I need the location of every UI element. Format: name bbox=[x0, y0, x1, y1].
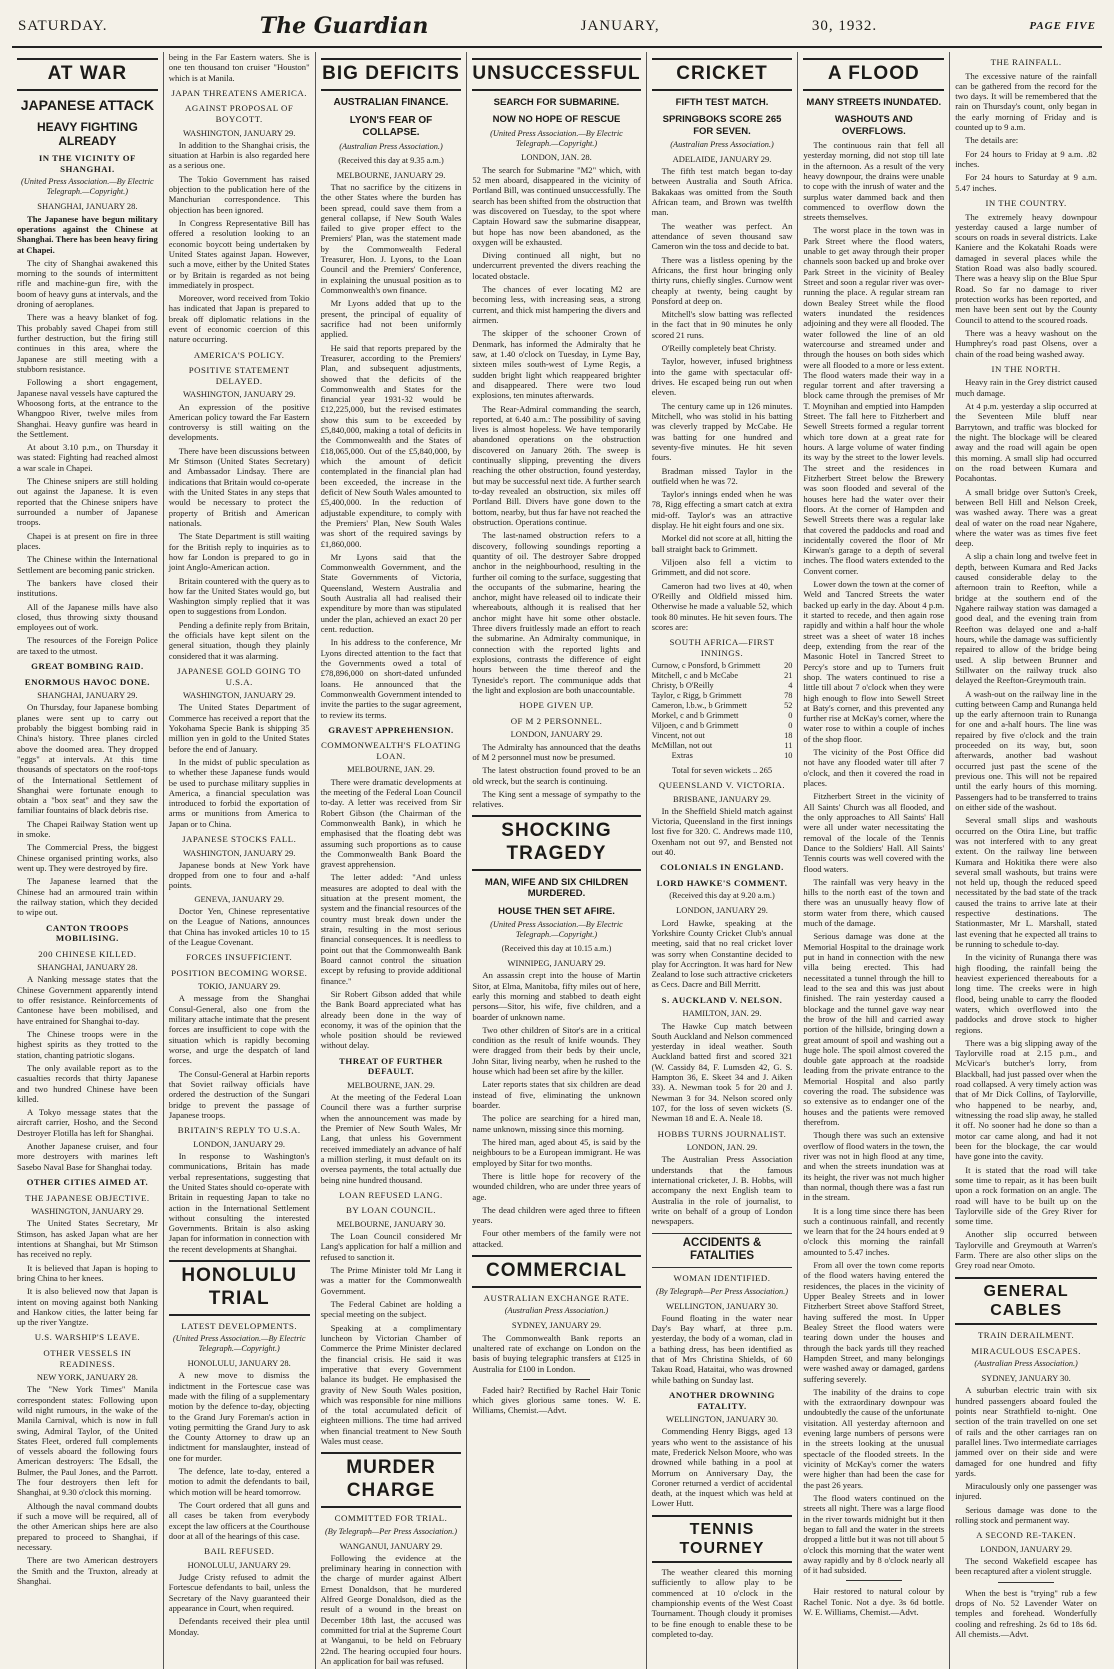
subhead: HEAVY FIGHTING ALREADY bbox=[36, 119, 138, 148]
paragraph: Although the naval command doubts if such a move will be required, all of the other American ships here are also prepared to proceed to Shanghai, if necessary. bbox=[17, 1500, 158, 1552]
dateline: WASHINGTON, JANUARY 29. bbox=[182, 389, 296, 400]
paragraph: For 24 hours to Saturday at 9 a.m. 5.47 inches. bbox=[955, 172, 1097, 193]
divider bbox=[846, 1580, 902, 1581]
paragraph: Doctor Yen, Chinese representative on the League of Nations, announces that China has invoked articles 10 to 15 of the League Covenant. bbox=[168, 905, 310, 947]
section-head: COLONIALS IN ENGLAND. bbox=[660, 862, 784, 873]
credit-line: (Received this day at 9.35 a.m.) bbox=[338, 155, 444, 165]
paragraph: That no sacrifice by the citizens in the other States where the burden has been spread, could save them from a general collapse, if New South Wales failed to give proper effect to the Premiers' Plan, was the statement made by the Commonwealth Federal Treasurer, Hon. J. Lyons, to the Loan Council and the Premiers' Conference, in explaining the unusual position as to Commonwealth's own finance. bbox=[320, 181, 462, 296]
paragraph: A slip a chain long and twelve feet in depth, between Kumara and Red Jacks caused considerable delay to the afternoon train to Reefton, while a bridge at the southern end of the Ngahere railway station was damaged a good deal, and the evening train from Reefton was delayed one and a-half hours, while the damage was sufficiently repaired to allow of the bridge being used. A slip between Brunner and Stillwater on the railway truck also delayed the Reefton-Greymouth train. bbox=[955, 551, 1097, 686]
paragraph: Though there was such an extensive overflow of flood waters in the town, the river was not in high flood at any time, and when the streets inundation was at its height, the river was not much higher than normal, though there was a fast run in the stream. bbox=[803, 1130, 945, 1203]
column-7 bbox=[950, 52, 1102, 1669]
paragraph: The details are: bbox=[965, 135, 1019, 146]
paragraph: Moreover, word received from Tokio has indicated that Japan is prepared to break off diplomatic relations in the event of economic coercion of this nature occurring. bbox=[168, 293, 310, 345]
paragraph: The Court ordered that all guns and all cases be taken from everybody except the law officers at the Courthouse door at all of the hearings of this case. bbox=[168, 1500, 310, 1541]
section-head: SOUTH AFRICA—FIRST INNINGS. bbox=[669, 637, 775, 658]
paragraph: A suburban electric train with six hundred passengers aboard fouled the points near Strathfield to-night. One section of the train travelled on one set of rails and the other carriages ran on parallel lines. Two intermediate carriages jammed over on their side and were damaged for one hundred and fifty yards. bbox=[955, 1385, 1097, 1478]
paragraph: In addition to the Shanghai crisis, the situation at Harbin is also regarded here as a serious one. bbox=[168, 139, 310, 171]
masthead-day: SATURDAY. bbox=[18, 17, 108, 34]
paragraph: He said that reports prepared by the Treasurer, according to the Premiers' Plan, and subsequent adjustments, showed that the deficits of the Commonwealth and States for the financial year 1931-32 would be £12,225,000, but the revised estimates show this sum to be exceeded by £5,840,000, making a total of deficits in the Commonwealth and the States of £18,065,000. Out of the £5,840,000, by which the amount of deficit contemplated in the financial plan had been exceeded, the increase in the deficit of New South Wales amounted to £5,400,000. In the reduction of adjustable expenditure, to comply with the Premiers' Plan, New South Wales was short of the required savings by £1,860,000. bbox=[320, 342, 462, 549]
dateline: WASHINGTON, JANUARY 29. bbox=[182, 690, 296, 701]
headline-at-war: AT WAR bbox=[17, 58, 158, 91]
paragraph: There have been discussions between Mr Stimson (United States Secretary) and Ambassador Lindsay. There are indications that Britain would co-operate with the United States in any steps that would be necessary to protect the property of British and American nationals. bbox=[168, 445, 310, 528]
batsman: Morkel, c and b Grimmett bbox=[651, 711, 739, 721]
masthead-date: 30, 1932. bbox=[811, 17, 878, 34]
table-row bbox=[652, 751, 793, 761]
section-head: S. AUCKLAND V. NELSON. bbox=[661, 994, 783, 1005]
paragraph: Defendants received their plea until Monday. bbox=[168, 1616, 310, 1637]
advertisement: When the best is "trying" rub a few drops of No. 52 Lavender Water on temples and forehead. Wonderfully cooling and refreshing. 2s 6d to 18s 6d. All chemists.—Advt. bbox=[955, 1587, 1097, 1639]
paragraph: There was a heavy blanket of fog. This probably saved Chapei from still further destruction, but the firing still continues in this area, where the Japanese are still meeting with a stubborn resistance. bbox=[17, 312, 158, 374]
paragraph: In the vicinity of Runanga there was high flooding, the rainfall being the heaviest experienced thereabouts for a long time. The creeks were in high flood, being unable to carry the flooded waters, which overflowed into the paddocks and drove stock to higher regions. bbox=[955, 952, 1097, 1035]
paragraph: The dead children were aged three to fifteen years. bbox=[472, 1204, 641, 1226]
paragraph: Commending Henry Biggs, aged 13 years who went to the assistance of his mate, Frederick Nelson Moore, who was drowned while bathing in a pool at Morrum on Anniversary Day, the Coroner returned a verdict of accidental death, at the inquest which was held at Lower Hutt. bbox=[651, 1426, 793, 1509]
credit-line: (Received this day at 10.15 a.m.) bbox=[501, 944, 612, 954]
batsman: Curnow, c Ponsford, b Grimmett bbox=[651, 661, 761, 671]
paragraph: A wash-out on the railway line in the cutting between Camp and Runanga held up the early afternoon train to Runanga for one and a-half hours. The line was repaired by five o'clock and the train proceeded on its way, but, soon afterwards, another bad washout occurred just past the scene of the previous one. This will not be repaired until the early hours of this morning. Passengers had to be transferred to trains on either side of the washout. bbox=[955, 688, 1097, 812]
paragraph: There was a big slipping away of the Taylorville road at 2.15 p.m., and McVicar's butcher's lorry, from Blackball, had just passed over when the road collapsed. A very timely action was that of Mr Dick Collins, of Taylorville, who happened to be nearby, and, witnessing the road slip away, he stalled it off. No sooner had he done so than a motor car came along, and had it not been for the blockage, the car would have gone into the cavity. bbox=[955, 1037, 1097, 1162]
dateline: SHANGHAI, JANUARY 28. bbox=[37, 201, 138, 212]
paragraph: The only available report as to the casualties records that thirty Japanese and two hundred Chinese have been killed. bbox=[17, 1062, 158, 1104]
credit-line: (United Press Association.—By Electric Telegraph.—Copyright.) bbox=[490, 920, 623, 940]
headline-a-flood: A FLOOD bbox=[803, 58, 944, 91]
section-head: ENORMOUS HAVOC DONE. bbox=[24, 676, 151, 687]
paragraph: The inability of the drains to cope with the extraordinary downpour was undoubtedly the cause of the unfortunate visitation. All yesterday afternoon and evening large numbers of persons were in the streets looking at the unusual spectacle of the flooded streets. In the vicinity of McKay's corner the waters were higher than had been the case for the past 26 years. bbox=[803, 1386, 945, 1490]
paragraph: At the meeting of the Federal Loan Council there was a further surprise when the announcement was made by the Premier of New South Wales, Mr Lang, that unless his Government received immediately an advance of half a million sterling, it must default on its oversea payments, the total actually due being nine hundred thousand. bbox=[320, 1092, 462, 1185]
subhead: LYON'S FEAR OF COLLAPSE. bbox=[349, 114, 433, 138]
paragraph: Mr Lyons added that up to the present, the principal of equality of sacrifice had not been uniformly applied. bbox=[320, 298, 462, 340]
paragraph: In the midst of public speculation as to whether these Japanese funds would be used to purchase military supplies in America, a financial speculation was introduced to forbid the exportation of arms or munitions from America to Japan or to China. bbox=[168, 756, 310, 829]
section-head: COMMONWEALTH'S FLOATING LOAN. bbox=[320, 740, 462, 761]
paragraph: The rainfall was very heavy in the hills to the north east of the town and there was an unusually heavy flow of storm water from there, which caused much of the damage. bbox=[803, 876, 945, 929]
credit-line: (Received this day at 9.20 a.m.) bbox=[669, 891, 775, 901]
column-3 bbox=[316, 52, 468, 1669]
table-row bbox=[652, 661, 793, 671]
paragraph: At 4 p.m. yesterday a slip occurred at the Seventeen Mile bluff near Barrytown, and traffic was blocked for the night. The blockage will be cleared away and the road will again be open this morning. A small slip had occurred on the road between Kumara and Pocahontas. bbox=[955, 401, 1097, 484]
dateline: LONDON, JANUARY 29. bbox=[510, 729, 603, 740]
paragraph: The United States Secretary, Mr Stimson, has asked Japan what are her intentions at Shanghai, but Mr Stimson has received no reply. bbox=[17, 1218, 158, 1260]
paragraph: There were dramatic developments at the meeting of the Federal Loan Council to-day. A letter was received from Sir Robert Gibson (the Chairman of the Commonwealth Bank), in which he emphasised that the floating debt was assuming such proportions as to cause the Commonwealth Bank Board the gravest apprehension. bbox=[320, 776, 462, 870]
paragraph: The excessive nature of the rainfall can be gathered from the record for the two days. It will be remembered that the rain on Thursday's count, only began in the early morning of Friday and is counted up to 9 a.m. bbox=[955, 70, 1097, 133]
paragraph: The hired man, aged about 45, is said by the neighbours to be a European immigrant. He was employed by Sitar for two months. bbox=[472, 1136, 641, 1168]
credit-line: (By Telegraph—Per Press Association.) bbox=[324, 1526, 457, 1536]
section-head: LORD HAWKE'S COMMENT. bbox=[656, 877, 788, 888]
runs: 21 bbox=[784, 671, 793, 681]
section-head: QUEENSLAND V. VICTORIA. bbox=[658, 780, 786, 791]
paragraph: The Japanese learned that the Chinese had an armoured train within the railway station, which they decided to wipe out. bbox=[17, 876, 158, 918]
dateline: WELLINGTON, JANUARY 30. bbox=[666, 1300, 778, 1311]
headline-general-cables: GENERAL CABLES bbox=[955, 1277, 1097, 1325]
dateline: GENEVA, JANUARY 29. bbox=[194, 893, 285, 904]
paragraph: The extremely heavy downpour yesterday caused a large number of scours on roads in several districts. Lake Kaniere and the Kokatahi Roads were damaged in several places while the Station Road was also badly scoured. There was a heavy slip on the Blue Spur Road. So far no damage to river protection works has been reported, and men have been sent out by the County Council to attend to the scoured roads. bbox=[955, 211, 1097, 325]
dateline: WASHINGTON, JANUARY 29. bbox=[182, 127, 296, 138]
columns bbox=[12, 52, 1102, 1666]
paragraph: The weather cleared this morning sufficiently to allow play to be commenced at 10 o'clock in the championship events of the West Coast Tournament. Though cloudy it promises to be fine enough to enable these to be completed to-day. bbox=[651, 1567, 793, 1640]
section-head: POSITION BECOMING WORSE. bbox=[171, 967, 308, 978]
dateline: HAMILTON, JAN. 29. bbox=[682, 1008, 762, 1019]
paragraph: The century came up in 126 minutes. Mitchell, who was stolid in his batting was cleverly trapped by McCabe. He was batting for one hundred and seventy-five minutes. He hit seven fours. bbox=[651, 400, 793, 463]
table-row bbox=[652, 721, 793, 731]
dateline: LONDON, JANUARY 29. bbox=[193, 1138, 286, 1149]
credit-line: (Australian Press Association.) bbox=[670, 139, 774, 149]
table-row bbox=[652, 741, 793, 751]
paragraph: The letter added: "And unless measures are adopted to deal with the situation at the present moment, the system and the financial resources of the country must break down under the strain, resulting in the most serious financial consequences. It is needless to point out that the Commonwealth Bank Board cannot control the situation except by refusing to provide additional finance." bbox=[320, 872, 462, 986]
headline-tennis-tourney: TENNIS TOURNEY bbox=[652, 1515, 793, 1563]
divider bbox=[523, 1379, 590, 1380]
runs: 11 bbox=[784, 740, 793, 750]
paragraph: There is little hope for recovery of the wounded children, who are under three years of age. bbox=[472, 1170, 641, 1202]
paragraph: Another slip occurred between Taylorville and Greymouth at Warren's Farm. There are also other slips on the Grey road near Omoto. bbox=[955, 1229, 1097, 1271]
paragraph: Viljoen also fell a victim to Grimmett, and did not score. bbox=[651, 557, 793, 578]
dateline: MELBOURNE, JANUARY 30. bbox=[336, 1218, 446, 1229]
advertisement: Hair restored to natural colour by Rachel Tonic. Not a dye. 3s 6d bottle. W. E. Williams, Chemist.—Advt. bbox=[803, 1586, 945, 1618]
paragraph: Mr Lyons said that the Commonwealth Government, and the State Governments of Victoria, Queensland, Western Australia and South Australia all had realised their expenditure by more than was stipulated under the plan, achieved an exact 20 per cent. reduction. bbox=[320, 551, 462, 635]
dateline: MELBOURNE, JAN. 29. bbox=[347, 1079, 435, 1090]
dateline: SYDNEY, JANUARY 30. bbox=[981, 1373, 1071, 1384]
paragraph: The skipper of the schooner Crown of Denmark, has informed the Admiralty that he saw, at 1.40 o'clock on Tuesday, in Lyme Bay, sixteen miles south-west of Lyme Regis, a sudden bright light which reappeared brighter and disappeared. There were two loud explosions, ten minutes afterwards. bbox=[472, 328, 641, 401]
table-row bbox=[652, 711, 793, 721]
paragraph: An expression of the positive American policy toward the Far Eastern controversy is still waiting on the developments. bbox=[168, 401, 310, 443]
paragraph: The worst place in the town was in Park Street where the flood waters, unable to get away through their proper channels soon backed up and broke over Park Street in the vicinity of Bealey Street and soon a regular river was over-running the place. A regular stream ran down Bealey Street while the flood waters inundated the residences adjoining and they were all flooded. The water followed the line of an old watercourse and streamed under and through the houses on both sides which were all flooded to a more or less extent. The flood waters made their way in a regular torrent and after traversing a block came through the premises of Mr T. Moynihan and emptied into Hampden Street. The fall here to Fitzherbert and Sewell Streets formed a regular torrent which tore down at a great rate for hours. A large volume of water finding its way by the street to the lower levels. The street and the residences in Fitzherbert Street below the Brewery was soon flooded and several of the houses here had the water over their floors. At the corner of Hampden and Sewell Streets there was a regular lake that covered the paddocks and road and incidentally covered the floor of Mr Kirwan's garage to a depth of several inches. The flood waters extended to the Convent corner. bbox=[803, 225, 945, 576]
table-row bbox=[652, 681, 793, 691]
table-row bbox=[652, 671, 793, 681]
batsman: Extras bbox=[671, 750, 693, 760]
paragraph: Bradman missed Taylor in the outfield when he was 72. bbox=[651, 465, 793, 486]
paragraph: Found floating in the water near Day's Bay wharf, at three p.m. yesterday, the body of a woman, clad in a bathing dress, has been identified as that of Mrs Christina Shields, of 60 Takau Road, Hataitai, who was drowned while bathing on Sunday last. bbox=[651, 1312, 793, 1385]
dateline: SHANGHAI, JANUARY 29. bbox=[37, 690, 138, 701]
subhead: JAPANESE ATTACK bbox=[20, 96, 155, 113]
headline-shocking-tragedy: SHOCKING TRAGEDY bbox=[472, 815, 640, 871]
section-head: HOPE GIVEN UP. bbox=[519, 700, 594, 711]
paragraph: The weather was perfect. An attendance of seven thousand saw Cameron win the toss and decide to bat. bbox=[651, 220, 793, 252]
paragraph: It is stated that the road will take some time to repair, as it has been built upon a rock formation on an angle. The road will have to be built up on the Taylorville side of the Grey River for some time. bbox=[955, 1164, 1097, 1227]
runs: 10 bbox=[784, 750, 793, 760]
paragraph: It is believed that Japan is hoping to bring China to her knees. bbox=[17, 1262, 158, 1283]
paragraph: The city of Shanghai awakened this morning to the sounds of intermittent rifle and machine-gun fire, with the boom of heavy guns at intervals, and the droning of aeroplanes. bbox=[17, 257, 158, 310]
subhead: HOUSE THEN SET AFIRE. bbox=[498, 905, 615, 917]
runs: 4 bbox=[788, 681, 793, 691]
paragraph: From all over the town come reports of the flood waters having entered the residences, the places in the vicinity of Upper Bealey Streets and in lower Fitzherbert Street above Stafford Street, having suffered the most. In Upper Bealey Street the flood waters were tearing down under the houses and through the back yards till they reached Hampden Street, and many belongings were washed away or damaged, gardens suffering severely. bbox=[803, 1260, 945, 1384]
paragraph: O'Reilly completely beat Christy. bbox=[661, 343, 777, 354]
masthead bbox=[12, 6, 1102, 48]
credit-line: (United Press Association.—By Electric Telegraph.—Copyright.) bbox=[172, 1334, 306, 1354]
paragraph: Following the evidence at the preliminary hearing in connection with the charge of murder against Albert Ernest Donaldson, that he murdered Alfred George Donaldson, died as the result of a wound in the breast on December 18th last, the accused was committed for trial at the Supreme Court at Wanganui, to be held on February 22nd. The hearing occupied four hours. An application for bail was refused. bbox=[320, 1552, 462, 1666]
paragraph: The Chinese within the International Settlement are becoming panic stricken. bbox=[17, 554, 158, 575]
column-5 bbox=[647, 52, 799, 1669]
section-head: U.S. WARSHIP'S LEAVE. bbox=[34, 1332, 141, 1343]
paragraph: An assassin crept into the house of Martin Sitor, at Elma, Manitoba, fifty miles out of here, early this morning and stabbed to death eight persons—Sitor, his wife, five children, and a boarder of unknown name. bbox=[472, 970, 641, 1022]
advertisement: Faded hair? Rectified by Rachel Hair Tonic which gives glorious same tones. W. E. Williams, Chemist.—Advt. bbox=[472, 1384, 641, 1416]
batsman: McMillan, not out bbox=[651, 740, 713, 750]
section-head: THE JAPANESE OBJECTIVE. bbox=[25, 1192, 150, 1203]
paragraph: Four other members of the family were not attacked. bbox=[472, 1228, 641, 1249]
runs: 20 bbox=[784, 661, 793, 671]
paragraph: The "New York Times" Manila correspondent states: Following upon wild night rumours, in the wake of the Manila Carnival, which is now in full swing, Admiral Taylor, of the United States Fleet, ordered full complements of vessels aboard the following fours American destroyers: The Edsall, the Bulmer, the Paul Jones, and the Parrott. The four destroyers then left for Shanghai, at 9.30 o'clock this morning. bbox=[17, 1384, 158, 1498]
paragraph: The police are searching for a hired man, name unknown, missing since this morning. bbox=[472, 1113, 641, 1134]
paragraph: The Consul-General at Harbin reports that Soviet railway officials have ordered the destruction of the Sungari bridge to prevent the passage of Japanese troops. bbox=[168, 1068, 310, 1120]
paragraph: Taylor's innings ended when he was 78, Rigg effecting a smart catch at extra mid-off. Taylor's was an attractive display. He hit eight fours and one six. bbox=[651, 489, 793, 531]
paragraph: Chapei is at present on fire in three places. bbox=[17, 530, 158, 551]
paragraph: Later reports states that six children are dead instead of five, eliminating the unknown boarder. bbox=[472, 1079, 641, 1111]
paragraph: being in the Far Eastern waters. She is one ten thousand ton cruiser "Houston" which is at Manila. bbox=[168, 52, 310, 83]
paragraph: Sir Robert Gibson added that while the Bank Board appreciated what has already been done in the way of economy, it was of the opinion that the whole position should be reviewed without delay. bbox=[320, 988, 462, 1051]
paragraph: In the Sheffield Shield match against Victoria, Queensland in the first innings lost five for 320. C. Andrews made 110, Oxenham not out 97, and Bensted not out 40. bbox=[651, 805, 793, 858]
runs: 78 bbox=[784, 691, 793, 701]
paragraph: Diving continued all night, but no undercurrent prevented the divers reaching the located obstacle. bbox=[472, 250, 641, 281]
paragraph: Serious damage was done to the rolling stock and permanent way. bbox=[955, 1504, 1097, 1526]
section-head: BAIL REFUSED. bbox=[204, 1546, 275, 1557]
paragraph: Lower down the town at the corner of Weld and Tancred Streets the water backed up early in the day. About 4 p.m. it started to recede, and then again rose rapidly and within a half hour the whole street was a sheet of water 18 inches deep, extending from the rear of the Masonic Hotel in Tancred Street to Percy's store and up to Turners fruit shop. The waters continued to rise a little till about 7 o'clock when they were high enough to flow into Sewell Street at Baty's corner, and this prevented any further rise at McKay's corner, where the water rose to within a couple of inches of the shop floor. bbox=[803, 579, 945, 744]
section-head: IN THE NORTH. bbox=[991, 363, 1061, 374]
subhead: SEARCH FOR SUBMARINE. bbox=[493, 96, 620, 108]
paragraph: In Congress Representative Bill has offered a resolution looking to an economic boycott being undertaken by United States against Japan. However, such a move, either by the United States or by Britain is regarded as not being immediately in prospect. bbox=[168, 217, 310, 290]
paragraph: The vicinity of the Post Office did not have any flooded water till after 7 o'clock, and then it covered the road in places. bbox=[803, 747, 945, 789]
dateline: HONOLULU, JANUARY 29. bbox=[187, 1559, 291, 1570]
section-head: GRAVEST APPREHENSION. bbox=[328, 724, 454, 735]
section-head: AGAINST PROPOSAL OF BOYCOTT. bbox=[185, 103, 294, 125]
paragraph: Heavy rain in the Grey district caused much damage. bbox=[955, 377, 1097, 398]
subhead: SPRINGBOKS SCORE 265 FOR SEVEN. bbox=[662, 114, 782, 137]
dateline: SHANGHAI, JANUARY 28. bbox=[37, 962, 138, 973]
paragraph: The State Department is still waiting for the British reply to inquiries as to how far London is prepared to go in joint Anglo-American action. bbox=[168, 531, 310, 573]
paragraph: At about 3.10 p.m., on Thursday it was stated: Fighting had reached almost a war scale in Chapei. bbox=[17, 442, 158, 473]
section-head: IN THE COUNTRY. bbox=[985, 197, 1067, 208]
paragraph: Britain countered with the query as to how far the United States would go, but Washington simply replied that it was open to suggestions from London. bbox=[168, 575, 310, 617]
paragraph: There are two American destroyers the Smith and the Truxton, already at Shanghai. bbox=[17, 1555, 158, 1586]
scorecard-table bbox=[652, 661, 793, 761]
paragraph: Japanese bonds at New York have dropped from one to four and a-half points. bbox=[168, 859, 310, 891]
section-head: TRAIN DERAILMENT. bbox=[977, 1330, 1075, 1341]
paragraph: On Thursday, four Japanese bombing planes were sent up to carry out probably the biggest bombing raid in China's history. Three planes circled above the doomed area. They dropped "eggs" at intervals. At this time thousands of spectators on the roof-tops of the International Settlement of Shanghai were fortunate enough to obtain a "box seat" and they saw the familiar fountains of black debris rise. bbox=[17, 702, 158, 816]
paragraph: There was a heavy washout on the Humphrey's road past Olsens, over a chain of the road being washed away. bbox=[955, 327, 1097, 359]
dateline: WELLINGTON, JANUARY 30. bbox=[666, 1414, 778, 1425]
section-head: THREAT OF FURTHER DEFAULT. bbox=[339, 1055, 443, 1077]
paragraph: The latest obstruction found proved to be an old wreck, but the search is continuing. bbox=[472, 765, 641, 786]
masthead-title: The Guardian bbox=[259, 13, 429, 39]
dateline: ADELAIDE, JANUARY 29. bbox=[672, 153, 772, 164]
batsman: Vincent, not out bbox=[651, 731, 705, 740]
section-head: HOBBS TURNS JOURNALIST. bbox=[657, 1128, 787, 1139]
headline-big-deficits: BIG DEFICITS bbox=[321, 58, 462, 91]
paragraph: The second Wakefield escapee has been recaptured after a violent struggle. bbox=[955, 1556, 1097, 1577]
section-head: JAPANESE STOCKS FALL. bbox=[182, 834, 297, 845]
section-head: POSITIVE STATEMENT DELAYED. bbox=[188, 365, 290, 386]
dateline: SYDNEY, JANUARY 29. bbox=[511, 1320, 602, 1331]
section-head: MIRACULOUS ESCAPES. bbox=[971, 1345, 1081, 1356]
batsman: Viljoen, c and b Grimmett bbox=[651, 721, 739, 731]
paragraph: Taylor, however, infused brightness into the game with spectacular off-drives. He escaped being run out when eleven. bbox=[651, 356, 793, 398]
subhead: FIFTH TEST MATCH. bbox=[675, 96, 769, 108]
section-head: AUSTRALIAN EXCHANGE RATE. bbox=[483, 1292, 630, 1303]
dateline: NEW YORK, JANUARY 28. bbox=[36, 1372, 138, 1383]
paragraph: A message from the Shanghai Consul-General, also one from the military attache intimate that the present forces are insufficient to cope with the situation which is rapidly becoming worse, and urge the despatch of land forces. bbox=[168, 993, 310, 1066]
dateline: HONOLULU, JANUARY 28. bbox=[187, 1358, 291, 1369]
paragraph: The King sent a message of sympathy to the relatives. bbox=[472, 788, 641, 810]
paragraph: There was a listless opening by the Africans, the first hour bringing only thirty runs, chiefly singles. Curnow went cheaply at twenty, being caught by Ponsford at deep on. bbox=[651, 254, 793, 306]
subhead: MANY STREETS INUNDATED. bbox=[806, 96, 942, 108]
divider bbox=[998, 1582, 1055, 1583]
paragraph: The continuous rain that fell all yesterday morning, did not stop till late in the afternoon. As a result of the very heavy downpour, the drains were unable to cope with the inrush of water and the surplus water dammed back and then commenced to overflow down the streets themselves. bbox=[803, 139, 945, 223]
paragraph: Morkel did not score at all, hitting the ball straight back to Grimmett. bbox=[651, 533, 793, 554]
paragraph: Miraculously only one passenger was injured. bbox=[955, 1481, 1097, 1502]
paragraph: Another Japanese cruiser, and four more destroyers with marines left Sasebo Naval Base for Shanghai today. bbox=[17, 1141, 158, 1172]
column-2 bbox=[164, 52, 316, 1669]
paragraph: The Japanese have begun military operations against the Chinese at Shanghai. There has been heavy firing at Chapei. bbox=[17, 213, 158, 255]
subhead: MAN, WIFE AND SIX CHILDREN MURDERED. bbox=[484, 877, 629, 900]
headline-commercial: COMMERCIAL bbox=[472, 1255, 640, 1288]
section-head: THE RAINFALL. bbox=[990, 57, 1062, 67]
paragraph: Two other children of Sitor's are in a critical condition as the result of knife wounds. They were dragged from their beds by their uncle, John Sitar, living nearby, when he rushed to the house which had been set afire by the killer. bbox=[472, 1024, 641, 1077]
paragraph: The fifth test match began to-day between Australia and South Africa. Bakakaas was omitted from the South African team, and Brown was twelfth man. bbox=[651, 166, 793, 218]
paragraph: A new move to dismiss the indictment in the Fortescue case was made with the filing of a supplementary motion by the defence to-day, objecting to the Grand Jury Foreman's action in voting permitting the Grand Jury to ask the County Attorney to draw up an indictment for manslaughter, instead of one for murder. bbox=[168, 1370, 310, 1463]
paragraph: A Nanking message states that the Chinese Government apparently intend to offer resistance. Reinforcements of Cantonese have been mobilised, and have entrained for Shanghai to-day. bbox=[17, 974, 158, 1026]
paragraph: Pending a definite reply from Britain, the officials have kept silent on the general situation, though they plainly considered that it was alarming. bbox=[168, 619, 310, 661]
masthead-page: PAGE FIVE bbox=[1029, 20, 1096, 32]
headline-unsuccessful: UNSUCCESSFUL bbox=[472, 58, 640, 91]
dateline: LONDON, JAN. 28. bbox=[521, 152, 592, 163]
paragraph: Cameron had two lives at 40, when O'Reilly and Oldfield missed him. Otherwise he made a valuable 52, which took 80 minutes. He hit seven fours. The scores are: bbox=[651, 580, 793, 632]
headline-murder-charge: MURDER CHARGE bbox=[321, 1452, 462, 1508]
paragraph: Serious damage was done at the Memorial Hospital to the drainage work put in hand in connection with the new villa being erected. This had necessitated a tunnel through the hill to lead to the sea and this was just about finished. The rain yesterday caused a blockage and the tunnel gave way near the brow of the hill and carried away portion of the hillside, bringing down a great amount of spoil and washing out a huge hole. The spoil almost covered the double gate approach at the roadside leading from the private entrance to the Memorial Hospital and also partly covering the road. The subsidence was so extensive as to endanger one of the houses and the patients were removed therefrom. bbox=[803, 931, 945, 1128]
section-head: CANTON TROOPS MOBILISING. bbox=[46, 922, 129, 944]
credit-line: (Australian Press Association.) bbox=[974, 1359, 1078, 1369]
dateline: WASHINGTON, JANUARY 29. bbox=[182, 847, 296, 858]
paragraph: Fitzherbert Street in the vicinity of All Saints' Church was all flooded, and the only approaches to All Saints' Hall were all under water necessitating the removal of the locale of the Tennis Dance to the Soldiers' Hall. All Saints' Tennis courts was well covered with the flood waters. bbox=[803, 791, 945, 874]
dateline: MELBOURNE, JAN. 29. bbox=[347, 764, 435, 775]
section-head: A SECOND RE-TAKEN. bbox=[976, 1530, 1077, 1541]
dateline: WANGANUI, JANUARY 29. bbox=[339, 1540, 443, 1551]
section-head: AMERICA'S POLICY. bbox=[193, 349, 285, 360]
headline-cricket: CRICKET bbox=[652, 58, 793, 91]
paragraph: The Prime Minister told Mr Lang it was a matter for the Commonwealth Government. bbox=[320, 1265, 462, 1296]
section-head: ANOTHER DROWNING FATALITY. bbox=[669, 1390, 775, 1411]
section-head: OTHER VESSELS IN READINESS. bbox=[43, 1348, 132, 1369]
runs: 18 bbox=[784, 731, 793, 740]
dateline: TOKIO, JANUARY 29. bbox=[198, 981, 281, 992]
section-head: BRITAIN'S REPLY TO U.S.A. bbox=[177, 1125, 301, 1136]
table-row bbox=[652, 701, 793, 711]
section-head: 200 CHINESE KILLED. bbox=[38, 948, 137, 959]
paragraph: The search for Submarine "M2" which, with 52 men aboard, disappeared in the vicinity of Portland Bill, was continued unsuccessfully. The search has been shifted from the obstruction that was discovered on Tuesday, to the spot where Captain Howard saw the submarine disappear, but hope has now been abandoned, as the oxygen will be exhausted. bbox=[472, 164, 641, 247]
paragraph: The resources of the Foreign Police are taxed to the utmost. bbox=[17, 635, 158, 656]
subhead: NOW NO HOPE OF RESCUE bbox=[492, 114, 621, 126]
headline-honolulu-trial: HONOLULU TRIAL bbox=[169, 1260, 310, 1316]
paragraph: It is a long time since there has been such a continuous rainfall, and recently we learn that for the 24 hours ended at 9 o'clock this morning the rainfall amounted to 5.47 inches. bbox=[803, 1205, 945, 1257]
headline-accidents-fatalities: ACCIDENTS & FATALITIES bbox=[652, 1233, 793, 1269]
section-head: JAPANESE GOLD GOING TO U.S.A. bbox=[177, 666, 302, 687]
section-head: OF M 2 PERSONNEL. bbox=[510, 715, 603, 726]
paragraph: Several small slips and washouts occurred on the Otira Line, but traffic was not interfered with to any great extent. On the railway line between Kumara and Hokitika there were also several small washouts, but trains were not held up, though the reduced speed necessitated by the bad state of the track caused the trains to arrive late at their respective destinations. The Stationmaster, Mr L. Marshall, stated last evening that he expected all trains to be running to schedule to-day. bbox=[955, 815, 1097, 950]
paragraph: For 24 hours to Friday at 9 a.m. .82 inches. bbox=[955, 148, 1097, 170]
paragraph: All of the Japanese mills have also closed, thus throwing sixty thousand employees out of work. bbox=[17, 601, 158, 633]
credit-line: (United Press Association.—By Electric Telegraph.—Copyright.) bbox=[490, 128, 623, 148]
dateline: WASHINGTON, JANUARY 29. bbox=[31, 1206, 144, 1217]
paragraph: A Tokyo message states that the aircraft carrier, Hosho, and the Second Destroyer Flotilla has left for Shanghai. bbox=[17, 1107, 158, 1138]
section-head: GREAT BOMBING RAID. bbox=[31, 661, 144, 672]
paragraph: The Chinese troops were in the highest spirits as they trotted to the station, chanting patriotic slogans. bbox=[17, 1028, 158, 1060]
runs: 0 bbox=[788, 721, 793, 731]
paragraph: The last-named obstruction refers to a discovery, following soundings reporting a quantity of oil. The destroyer Sabre dropped anchor in the neighbourhood, resulting in the further oil coming to the surface, suggesting that the occupants of the submarine, hearing the anchor, might have released oil to indicate their whereabouts, although it is realised that her anchor might have hit some other obstacle. Three divers fruitlessly made an effort to reach the submarine. An Admiralty communique, in connection with the reported lights and explosions, contrasts the difference of eight hours between the time thereof and the Tyneside's report. The communique adds that the light and explosion are both unaccountable. bbox=[472, 530, 641, 695]
table-row bbox=[652, 731, 793, 741]
paragraph: Mitchell's slow batting was reflected in the fact that in 90 minutes he only scored 21 runs. bbox=[651, 309, 793, 340]
paragraph: The Admiralty has announced that the deaths of M 2 personnel must now be presumed. bbox=[472, 741, 641, 762]
paragraph: The defence, late to-day, entered a motion to admit the defendants to bail, which motion will be heard tomorrow. bbox=[168, 1466, 310, 1497]
dateline: LONDON, JAN. 29. bbox=[686, 1142, 758, 1153]
section-head: FORCES INSUFFICIENT. bbox=[186, 952, 293, 963]
runs: 52 bbox=[784, 701, 793, 711]
batsman: Christy, b O'Reilly bbox=[651, 681, 714, 691]
credit-line: (Australian Press Association.) bbox=[339, 141, 443, 151]
subhead: IN THE VICINITY OF SHANGHAI. bbox=[38, 153, 136, 174]
section-head: BY LOAN COUNCIL. bbox=[345, 1205, 436, 1216]
paragraph: The Australian Press Association understands that the famous international cricketer, J. B. Hobbs, will accompany the next English team to Australia in the role of journalist, to write on behalf of a group of London newspapers. bbox=[651, 1154, 793, 1227]
credit-line: (By Telegraph—Per Press Association.) bbox=[656, 1286, 788, 1296]
paragraph: The bankers have closed their institutions. bbox=[17, 577, 158, 599]
paragraph: Lord Hawke, speaking at the Yorkshire County Cricket Club's annual meeting, said that no real cricket lover was sorry when Constantine decided to play for Accrington. It was hard for New Zealand to lose such attractive cricketers as Cecs. Dacre and Bill Merritt. bbox=[651, 917, 793, 990]
batsman: Mitchell, c and b McCabe bbox=[651, 671, 739, 681]
paragraph: Speaking at a complimentary luncheon by Victorian Chamber of Commerce the Prime Minister declared the financial crisis. He said it was imperative that every Government balance its budget. He emphasised the gravity of New South Wales position, which was responsible for nine millions of the total accumulated deficit of eighteen millions. The time had arrived when financial treatment to New South Wales must cease. bbox=[320, 1322, 462, 1447]
paragraph: The Hawke Cup match between South Auckland and Nelson commenced yesterday in ideal weather. South Auckland batted first and scored 321 (W. Cassidy 84, F. Lumsden 42, G. S. Hampton 36, E. Skeet 34 and J. Aiken 33). A. Newman took 5 for 20 and J. Newman 3 for 34. Nelson scored only 107, for the loss of seven wickets (S. Newman 18 and E. A. Neale 18. bbox=[651, 1020, 793, 1124]
section-head: COMMITTED FOR TRIAL. bbox=[334, 1513, 448, 1523]
score-total: Total for seven wickets .. 265 bbox=[671, 764, 773, 775]
paragraph: The flood waters continued on the streets all night. There was a large flood in the river towards midnight but it then began to fall and the water in the streets dropped a little but it was not till about 5 o'clock this morning that the water went away rapidly and by 8 o'clock nearly all of it had subsided. bbox=[803, 1492, 945, 1576]
section-head: OTHER CITIES AIMED AT. bbox=[26, 1177, 149, 1188]
paragraph: Following a short engagement, Japanese naval vessels have captured the Whoosong forts, at the entrance to the Whangpoo River, twelve miles from Shanghai. Heavy gunfire was heard in the Settlement. bbox=[17, 377, 158, 439]
paragraph: In response to Washington's communications, Britain has made verbal representations, suggesting that the United States should co-operate with Britain in requesting Japan to take no action in the International Settlement without consulting the interested Governments. Britain is also asking Japan for information in connection with the recent developments at Shanghai. bbox=[168, 1150, 310, 1254]
paragraph: A small bridge over Sutton's Creek, between Bell Hill and Nelson Creek, was washed away. There was a great deal of water on the road near Ngahere, where the water was as times five feet deep. bbox=[955, 486, 1097, 549]
dateline: MELBOURNE, JANUARY 29. bbox=[336, 169, 446, 180]
paragraph: The Rear-Admiral commanding the search, reported, at 6.40 a.m.: The possibility of saving lives is almost hopeless. We have temporarily abandoned operations on the obstruction discovered on January 26th. The sweep is continually slipping, preventing the divers reaching the other obstruction, found yesterday, but may be successful next tide. A further search to-day revealed an obstruction, six miles off Portland Bill. Divers have gone down to the bottom, nearby, but thus far have not reached the obstruction. Operations continue. bbox=[472, 403, 641, 527]
section-head: WOMAN IDENTIFIED. bbox=[673, 1273, 771, 1284]
paragraph: It is also believed now that Japan is intent on moving against both Nanking and Hankow cities, the latter being far up the river Yangtze. bbox=[17, 1286, 158, 1328]
batsman: Cameron, l.b.w., b Grimmett bbox=[651, 701, 747, 711]
paragraph: The Commercial Press, the biggest Chinese organised printing works, also went up. They were destroyed by fire. bbox=[17, 842, 158, 874]
section-head: JAPAN THREATENS AMERICA. bbox=[171, 87, 307, 98]
paragraph: Judge Cristy refused to admit the Fortescue defendants to bail, unless the Secretary of the Navy guaranteed their appearance in Court, when required. bbox=[168, 1572, 310, 1613]
paragraph: The chances of ever locating M2 are becoming less, with increasing seas, a strong current, and thick mist hampering the divers and airmen. bbox=[472, 284, 641, 326]
column-6 bbox=[798, 52, 950, 1669]
paragraph: The Chapei Railway Station went up in smoke. bbox=[17, 818, 158, 840]
paragraph: The United States Department of Commerce has received a report that the Yokohama Specie Bank is shipping 35 million yen in gold to the United States before the end of January. bbox=[168, 702, 310, 754]
paragraph: The Loan Council considered Mr Lang's application for half a million and refused to sanction it. bbox=[320, 1231, 462, 1262]
dateline: BRISBANE, JANUARY 29. bbox=[673, 793, 771, 804]
dateline: WINNIPEG, JANUARY 29. bbox=[507, 958, 606, 969]
credit-line: (Australian Press Association.) bbox=[504, 1306, 609, 1316]
paragraph: In his address to the conference, Mr Lyons directed attention to the fact that the Governments owed a total of £78,896,000 on short-dated unfunded loans. He announced that the Commonwealth Government intended to invite the parties to the sugar agreement, to review its terms. bbox=[320, 637, 462, 720]
runs: 0 bbox=[788, 711, 793, 721]
paragraph: The Chinese snipers are still holding out against the Japanese. It is even reported that the Chinese snipers have surrounded a number of Japanese troops. bbox=[17, 476, 158, 528]
paragraph: The Federal Cabinet are holding a special meeting on the subject. bbox=[320, 1299, 462, 1320]
column-4 bbox=[467, 52, 646, 1669]
table-row bbox=[652, 691, 793, 701]
dateline: LONDON, JANUARY 29. bbox=[980, 1543, 1072, 1554]
section-head: LOAN REFUSED LANG. bbox=[339, 1189, 443, 1200]
credit-line: (United Press Association.—By Electric Telegraph.—Copyright.) bbox=[21, 177, 154, 197]
batsman: Taylor, c Rigg, b Grimmett bbox=[651, 691, 742, 701]
subhead: AUSTRALIAN FINANCE. bbox=[333, 96, 449, 108]
dateline: LONDON, JANUARY 29. bbox=[676, 905, 768, 916]
section-head: LATEST DEVELOPMENTS. bbox=[181, 1320, 298, 1331]
paragraph: The Commonwealth Bank reports an unaltered rate of exchange on London on the basis of buying telegraphic transfers at £125 in Australia for £100 in London. bbox=[472, 1332, 641, 1374]
paragraph: The Tokio Government has raised objection to the publication here of the Manchurian correspondence. This objection has been ignored. bbox=[168, 173, 310, 215]
subhead: WASHOUTS AND OVERFLOWS. bbox=[834, 114, 913, 137]
masthead-month: JANUARY, bbox=[580, 17, 660, 34]
column-1 bbox=[12, 52, 164, 1669]
